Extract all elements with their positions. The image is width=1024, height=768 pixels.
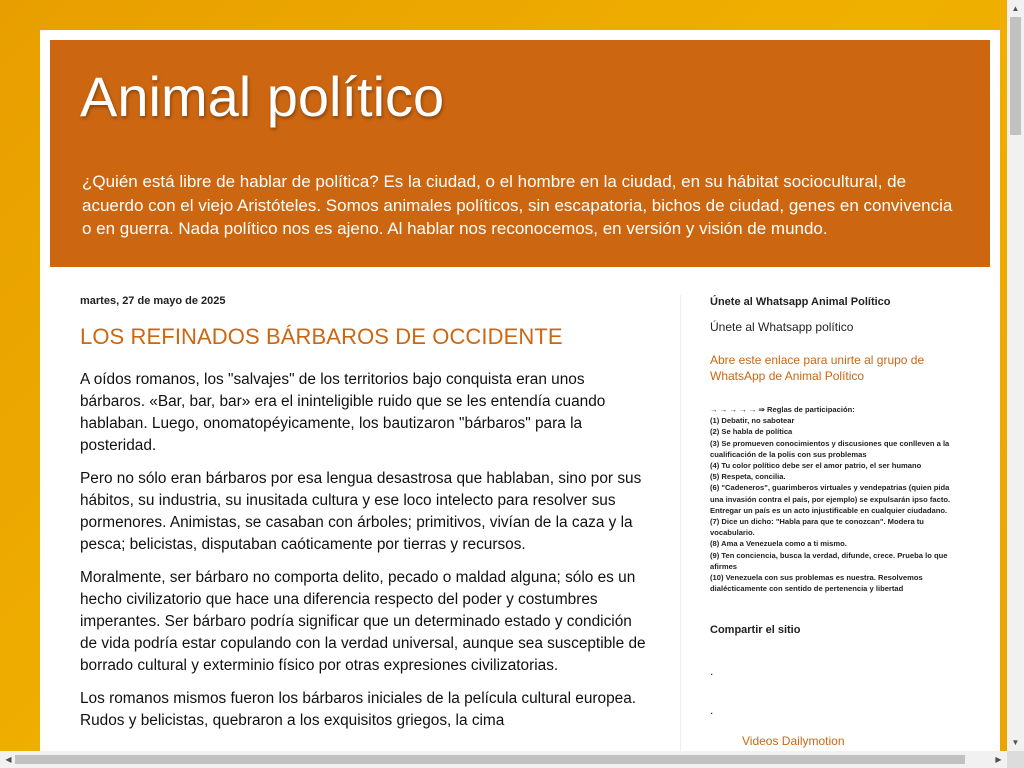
- horizontal-scrollbar[interactable]: [0, 751, 1024, 768]
- rule-item: (8) Ama a Venezuela como a ti mismo.: [710, 539, 847, 549]
- post-paragraph: A oídos romanos, los "salvajes" de los territorios bajo conquista eran unos bárbaros. «Bar, bar, bar» era el ininteligible ruido que se les entendía cuando hablaban. Luego, onomatopéyicamente, los bautizaron "bárbaros" para la posteridad.: [80, 371, 606, 454]
- whatsapp-gadget-title: Únete al Whatsapp Animal Político: [710, 296, 891, 308]
- scrollbar-corner: [1007, 751, 1024, 768]
- post-paragraph: Los romanos mismos fueron los bárbaros iniciales de la película cultural europea. Rudos y belicistas, quebraron a los exquisitos griegos, la cima: [80, 690, 637, 729]
- share-placeholder-1: .: [710, 664, 714, 679]
- post-body: [80, 369, 650, 732]
- share-site-title: Compartir el sitio: [710, 624, 801, 637]
- videos-dailymotion-link[interactable]: Videos Dailymotion: [742, 734, 845, 748]
- vertical-scroll-thumb[interactable]: [1010, 17, 1021, 135]
- rule-item: (4) Tu color político debe ser el amor patrio, el ser humano: [710, 461, 922, 471]
- whatsapp-group-link[interactable]: Abre este enlace para unirte al grupo de WhatsApp de Animal Político: [710, 353, 925, 383]
- rule-item: (1) Debatir, no sabotear: [710, 416, 795, 426]
- rule-item: (5) Respeta, concilia.: [710, 472, 786, 482]
- blog-title[interactable]: Animal político: [80, 65, 445, 128]
- main-column: [80, 295, 650, 743]
- rule-item: (3) Se promueven conocimientos y discusiones que conlleven a la cualificación de la polis con sus problemas: [710, 438, 950, 459]
- rule-item: (9) Ten conciencia, busca la verdad, difunde, crece. Prueba lo que afirmes: [710, 550, 948, 571]
- scroll-left-icon[interactable]: ◀: [5, 755, 12, 764]
- rules-heading: → → → → → ⇒ Reglas de participación:: [710, 405, 855, 414]
- rule-item: (7) Dice un dicho: "Habla para que te conozcan". Modera tu vocabulario.: [710, 517, 924, 538]
- post-date: martes, 27 de mayo de 2025: [80, 295, 226, 307]
- horizontal-scroll-thumb[interactable]: [15, 755, 965, 764]
- sidebar: [710, 296, 960, 717]
- scroll-up-icon[interactable]: ▲: [1011, 4, 1020, 13]
- blog-header: [50, 40, 990, 267]
- blog-page: [40, 30, 1000, 760]
- vertical-scrollbar[interactable]: [1007, 0, 1024, 751]
- scroll-down-icon[interactable]: ▼: [1011, 738, 1020, 747]
- share-placeholder-2: .: [710, 703, 714, 718]
- whatsapp-text: Únete al Whatsapp político: [710, 320, 854, 334]
- rule-item: (10) Venezuela con sus problemas es nuestra. Resolvemos dialécticamente con sentido de pertenencia y libertad: [710, 573, 923, 594]
- post-title[interactable]: LOS REFINADOS BÁRBAROS DE OCCIDENTE: [80, 324, 563, 349]
- rule-item: (6) "Cadeneros", guarimberos virtuales y vendepatrias (quien pida una invasión contra el país, por ejemplo) se expulsarán ipso facto. Entregar un país es un acto injustificable en cualquier ciudadano.: [710, 483, 951, 515]
- scroll-right-icon[interactable]: ▶: [995, 755, 1002, 764]
- column-divider: [680, 295, 681, 760]
- rule-item: (2) Se habla de política: [710, 427, 793, 437]
- blog-description: ¿Quién está libre de hablar de política? Es la ciudad, o el hombre en la ciudad, en su hábitat sociocultural, de acuerdo con el viejo Aristóteles. Somos animales políticos, sin escapatoria, bichos de ciudad, genes en convivencia o en guerra. Nada político nos es ajeno. Al hablar nos reconocemos, en versión y visión de mundo.: [82, 172, 953, 238]
- participation-rules: [710, 404, 960, 594]
- post-paragraph: Moralmente, ser bárbaro no comporta delito, pecado o maldad alguna; sólo es un hecho civilizatorio que hace una diferencia respecto del poder y costumbres imperantes. Ser bárbaro podría significar que un determinado estado y condición de vida podría estar copulando con la verdad universal, aunque sea susceptible de borrado cultural y exterminio físico por otras expresiones civilizatorias.: [80, 569, 646, 674]
- post-paragraph: Pero no sólo eran bárbaros por esa lengua desastrosa que hablaban, sino por sus hábitos, su industria, su inusitada cultura y ese loco intelecto para resolver sus pormenores. Animistas, se casaban con árboles; primitivos, vivían de la caza y la pesca; belicistas, disputaban caóticamente por tierras y recursos.: [80, 470, 642, 553]
